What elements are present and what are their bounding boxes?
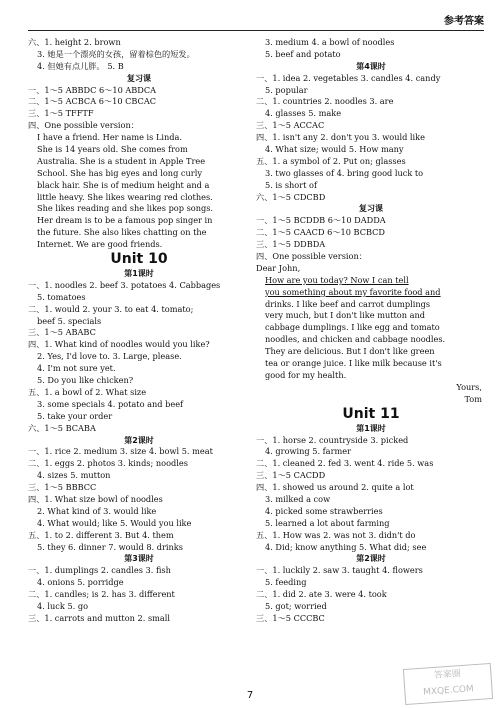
answer-line: 六、1～5 BCABA [28, 422, 96, 433]
answer-line: very much, but I don't like mutton and [265, 310, 426, 321]
answer-line: 4. growing 5. farmer [265, 446, 352, 457]
answer-line: 三、1～5 DDBDA [256, 239, 326, 250]
answer-line: drinks. I like beef and carrot dumplings [265, 298, 431, 309]
answer-line: 3. milked a cow [265, 493, 331, 504]
answer-line: 3. 她是一个漂亮的女孩，留着棕色的短发。 [37, 48, 195, 59]
answer-line: cabbage dumplings. I like egg and tomato [265, 322, 440, 333]
section-heading: 复习课 [359, 204, 383, 214]
answer-line: 一、1. dumplings 2. candles 3. fish [28, 565, 171, 576]
watermark-stamp [403, 663, 493, 705]
answer-line: tea or orange juice. I like milk because it's [265, 358, 442, 369]
answer-line: 一、1. rice 2. medium 3. size 4. bowl 5. meat [28, 446, 213, 457]
answer-line: 4. onions 5. porridge [37, 577, 124, 588]
answer-line: 3. medium 4. a bowl of noodles [265, 37, 395, 47]
answer-line: 5. got; worried [265, 600, 327, 611]
section-heading: 第1课时 [356, 423, 386, 433]
answer-line: 三、1. carrots and mutton 2. small [28, 612, 171, 623]
answer-line: 4. What would; like 5. Would you like [37, 517, 192, 528]
answer-line: 五、1. a symbol of 2. Put on; glasses [256, 155, 406, 166]
answer-line: 五、1. a bowl of 2. What size [28, 386, 147, 397]
answer-line: noodles, and chicken and cabbage noodles. [265, 334, 446, 345]
section-heading: 第2课时 [356, 554, 386, 564]
answer-line: the future. She also likes chatting on the [37, 227, 207, 238]
answer-line: 5. popular [265, 84, 308, 95]
answer-line: good for my health. [265, 369, 347, 380]
page-header-title: 参考答案 [444, 16, 484, 27]
answer-line: 二、1. would 2. your 3. to eat 4. tomato; [28, 303, 194, 314]
answer-line: 2. Yes, I'd love to. 3. Large, please. [37, 351, 182, 362]
answer-line: They are delicious. But I don't like green [265, 346, 435, 357]
answer-line: 4. glasses 5. make [265, 108, 342, 119]
answer-line: 一、1～5 ABBDC 6～10 ABDCA [28, 84, 157, 95]
answer-line: 四、1. What size bowl of noodles [28, 493, 163, 504]
answer-line: She likes reading and she likes pop songs. [37, 203, 214, 214]
header-divider [28, 30, 484, 31]
answer-line: 三、1～5 CACDD [256, 470, 326, 481]
section-heading: 第2课时 [124, 435, 154, 445]
answer-line: black hair. She is of medium height and a [37, 179, 210, 190]
answer-line: 一、1. luckily 2. saw 3. taught 4. flowers [256, 565, 423, 576]
answer-line: 5. is short of [265, 179, 318, 190]
answer-line: 六、1～5 CDCBD [256, 191, 326, 202]
answer-line: 二、1～5 ACBCA 6～10 CBCAC [28, 96, 157, 107]
answer-line: 二、1～5 CAACD 6～10 BCBCD [256, 227, 385, 238]
watermark-line: MXQE.COM [422, 684, 475, 698]
answer-line: 三、1～5 TFFTF [28, 108, 94, 119]
answer-line: 4. I'm not sure yet. [37, 363, 116, 374]
section-heading: 复习课 [127, 73, 151, 83]
answer-line: you something about my favorite food and [265, 286, 441, 297]
answer-line: 5. feeding [265, 577, 307, 588]
answer-line: 5. beef and potato [265, 48, 341, 59]
answer-line: 五、1. to 2. different 3. But 4. them [28, 529, 174, 540]
unit-heading: Unit 10 [110, 251, 168, 268]
answer-line: I have a friend. Her name is Linda. [37, 132, 183, 143]
answer-line: 5. Do you like chicken? [37, 375, 134, 386]
answer-line: She is 14 years old. She comes from [37, 144, 188, 155]
page-number: 7 [246, 690, 254, 701]
answer-line: 四、One possible version： [256, 251, 367, 262]
answer-line: 二、1. cleaned 2. fed 3. went 4. ride 5. was [256, 458, 434, 469]
answer-line: 二、1. countries 2. noodles 3. are [256, 96, 394, 107]
answer-line: 三、1～5 CCCBC [256, 612, 325, 623]
section-heading: 第4课时 [356, 61, 386, 71]
answer-line: 5. they 6. dinner 7. would 8. drinks [37, 541, 183, 552]
answer-line: Her dream is to be a famous pop singer in [37, 215, 213, 226]
answer-line: 5. take your order [37, 410, 113, 421]
answer-line: How are you today? Now I can tell [265, 274, 409, 285]
answer-line: 三、1～5 ACCAC [256, 120, 325, 131]
answer-line: 四、One possible version： [28, 120, 139, 131]
answer-line: 4. luck 5. go [37, 600, 89, 611]
answer-line: 4. What size; would 5. How many [265, 144, 404, 155]
answer-line: Tom [464, 393, 482, 404]
answer-line: 2. What kind of 3. would like [37, 505, 157, 516]
answer-line: 5. tomatoes [37, 291, 86, 302]
answer-column-right [256, 37, 486, 625]
answer-line: 5. learned a lot about farming [265, 517, 390, 528]
answer-line: 3. two glasses of 4. bring good luck to [265, 167, 424, 178]
unit-heading: Unit 11 [342, 405, 400, 422]
answer-line: 三、1～5 BBBCC [28, 482, 97, 493]
answer-line: Yours, [456, 381, 482, 392]
watermark-line: 答案圈 [433, 669, 462, 681]
answer-line: Australia. She is a student in Apple Tree [37, 155, 206, 166]
answer-line: 二、1. eggs 2. photos 3. kinds; noodles [28, 458, 188, 469]
answer-line: 四、1. isn't any 2. don't you 3. would like [256, 132, 425, 143]
answer-line: 一、1. noodles 2. beef 3. potatoes 4. Cabbages [28, 279, 221, 290]
answer-line: 一、1. horse 2. countryside 3. picked [256, 434, 409, 445]
section-heading: 第3课时 [124, 554, 154, 564]
answer-line: 一、1～5 BCDDB 6～10 DADDA [256, 215, 386, 226]
answer-column-left [28, 37, 250, 625]
answer-line: 四、1. showed us around 2. quite a lot [256, 482, 414, 493]
answer-line: 4. sizes 5. mutton [37, 470, 111, 481]
answer-line: Internet. We are good friends. [37, 239, 163, 250]
answer-line: 三、1～5 ABABC [28, 327, 96, 338]
answer-line: 四、1. What kind of noodles would you like? [28, 339, 210, 350]
answer-line: 五、1. How was 2. was not 3. didn't do [256, 529, 416, 540]
answer-line: 一、1. idea 2. vegetables 3. candles 4. candy [256, 72, 441, 83]
answer-line: 3. some specials 4. potato and beef [37, 398, 184, 409]
answer-line: 二、1. candles; is 2. has 3. different [28, 589, 175, 600]
answer-line: 4. Did; know anything 5. What did; see [265, 541, 427, 552]
answer-line: Dear John, [256, 262, 301, 273]
answer-line: beef 5. specials [37, 315, 102, 326]
answer-line: little heavy. She likes wearing red clothes. [37, 191, 213, 202]
answer-line: 六、1. height 2. brown [28, 37, 121, 47]
answer-line: 4. picked some strawberries [265, 505, 383, 516]
answer-line: 二、1. did 2. ate 3. were 4. took [256, 589, 387, 600]
section-heading: 第1课时 [124, 269, 154, 279]
answer-line: 4. 但她有点儿胖。 5. B [37, 60, 124, 71]
answer-line: School. She has big eyes and long curly [37, 167, 202, 178]
